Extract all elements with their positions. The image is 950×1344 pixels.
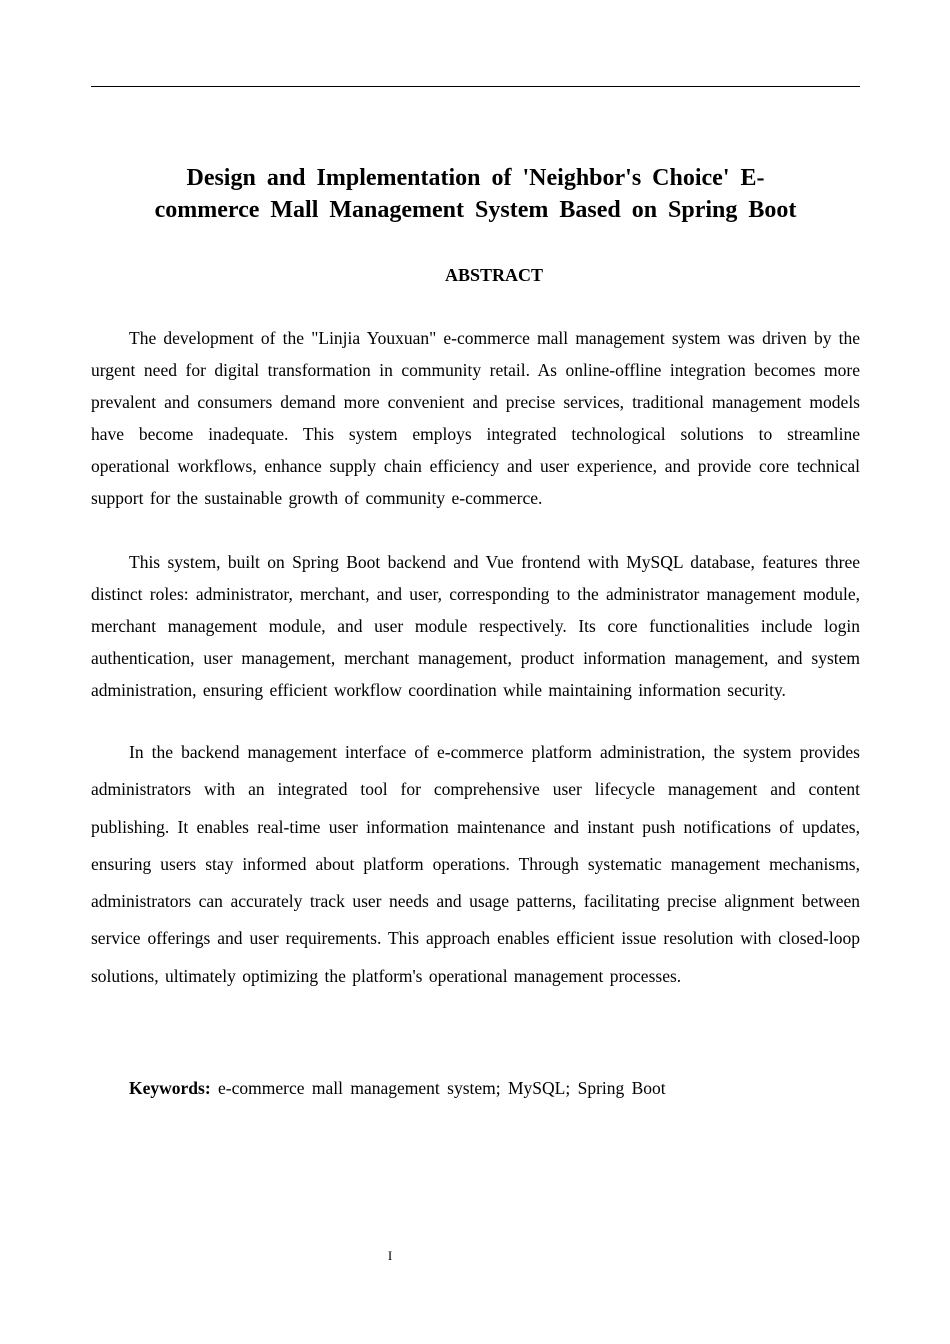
header-rule	[91, 86, 860, 87]
abstract-paragraph-2: This system, built on Spring Boot backend and Vue frontend with MySQL database, features three distinct roles: administrator, merchant, and user, corresponding to the administrator management module, merchant management module, and user module respectively. Its core functionalities include login authentication, user management, merchant management, product information management, and system administration, ensuring efficient workflow coordination while maintaining information security.	[91, 552, 860, 700]
paper-title	[91, 162, 860, 226]
keywords-label: Keywords:	[129, 1078, 211, 1098]
page-number: I	[387, 1248, 393, 1263]
title-line-2: commerce Mall Management System Based on Spring Boot	[154, 197, 797, 223]
abstract-paragraph-3: In the backend management interface of e-commerce platform administration, the system provides administrators with an integrated tool for comprehensive user lifecycle management and content publishing. It enables real-time user information maintenance and instant push notifications of updates, ensuring users stay informed about platform operations. Through systematic management mechanisms, administrators can accurately track user needs and usage patterns, facilitating precise alignment between service offerings and user requirements. This approach enables efficient issue resolution with closed-loop solutions, ultimately optimizing the platform's operational management processes.	[91, 742, 860, 986]
abstract-heading: ABSTRACT	[444, 265, 544, 285]
keywords-text: e-commerce mall management system; MySQL; Spring Boot	[218, 1078, 666, 1098]
abstract-paragraph-1: The development of the "Linjia Youxuan" e-commerce mall management system was driven by the urgent need for digital transformation in community retail. As online-offline integration becomes more prevalent and consumers demand more convenient and precise services, traditional management models have become inadequate. This system employs integrated technological solutions to streamline operational workflows, enhance supply chain efficiency and user experience, and provide core technical support for the sustainable growth of community e-commerce.	[91, 328, 860, 508]
keywords-line	[129, 1075, 860, 1101]
title-line-1: Design and Implementation of 'Neighbor's Choice' E-	[186, 165, 765, 191]
